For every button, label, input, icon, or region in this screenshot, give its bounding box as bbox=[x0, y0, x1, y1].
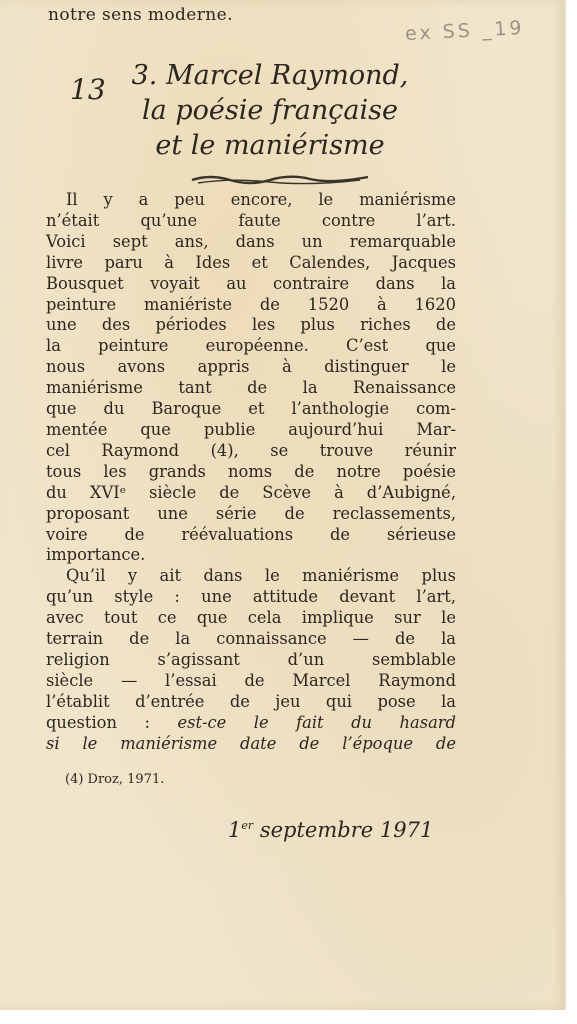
body-line: Bousquet voyait au contraire dans la bbox=[46, 273, 456, 293]
body-line: Qu’il y ait dans le maniérisme plus bbox=[66, 566, 456, 586]
date-month-year: septembre 1971 bbox=[259, 818, 434, 842]
body-line: cel Raymond (4), se trouve réunir bbox=[46, 440, 456, 460]
body-line: n’était qu’une faute contre l’art. bbox=[46, 210, 456, 230]
body-line: maniérisme tant de la Renaissance bbox=[46, 378, 456, 398]
body-line: peinture maniériste de 1520 à 1620 bbox=[46, 294, 456, 314]
body-line: mentée que publie aujourd’hui Mar- bbox=[46, 419, 456, 439]
body-line: avec tout ce que cela implique sur le bbox=[46, 608, 456, 628]
body-line: importance. bbox=[46, 545, 146, 565]
question-italic: est-ce le fait du hasard bbox=[177, 712, 456, 732]
title-line-1: 3. Marcel Raymond, bbox=[131, 60, 409, 91]
body-line-last: si le maniérisme date de l’époque de bbox=[46, 733, 456, 753]
body-line: livre paru à Ides et Calendes, Jacques bbox=[46, 252, 456, 272]
body-line: que du Baroque et l’anthologie com- bbox=[46, 399, 456, 419]
archive-pencil-mark: ex SS _19 bbox=[404, 16, 525, 46]
body-line: voire de réévaluations de sérieuse bbox=[46, 524, 456, 544]
title-line-3: et le maniérisme bbox=[155, 130, 385, 161]
date-ordinal: er bbox=[241, 819, 254, 832]
body-line: nous avons appris à distinguer le bbox=[46, 357, 456, 377]
handwritten-number: 13 bbox=[70, 73, 106, 106]
body-line: religion s’agissant d’un semblable bbox=[46, 649, 456, 669]
body-line: l’établit d’entrée de jeu qui pose la bbox=[46, 691, 456, 711]
torn-edge bbox=[563, 0, 577, 1024]
body-line: du XVIᵉ siècle de Scève à d’Aubigné, bbox=[46, 482, 456, 502]
date-day: 1 bbox=[228, 818, 242, 842]
body-line-question bbox=[46, 713, 456, 734]
body-line: terrain de la connaissance — de la bbox=[46, 629, 456, 649]
article-title bbox=[105, 58, 435, 163]
previous-article-fragment: notre sens moderne. bbox=[48, 5, 233, 25]
question-prefix: question : bbox=[46, 712, 150, 732]
body-line: Il y a peu encore, le maniérisme bbox=[66, 190, 456, 209]
handwritten-date bbox=[228, 818, 433, 842]
body-line: proposant une série de reclassements, bbox=[46, 503, 456, 523]
title-ornament-squiggle bbox=[190, 172, 370, 186]
body-line: Voici sept ans, dans un remarquable bbox=[46, 231, 456, 251]
title-line-2: la poésie française bbox=[142, 95, 398, 126]
footnote: (4) Droz, 1971. bbox=[65, 772, 165, 787]
body-line: siècle — l’essai de Marcel Raymond bbox=[46, 670, 456, 690]
article-body bbox=[46, 190, 456, 754]
body-line: tous les grands noms de notre poésie bbox=[46, 461, 456, 481]
body-line: qu’un style : une attitude devant l’art, bbox=[46, 587, 456, 607]
body-line: une des périodes les plus riches de bbox=[46, 315, 456, 335]
body-line: la peinture européenne. C’est que bbox=[46, 336, 456, 356]
